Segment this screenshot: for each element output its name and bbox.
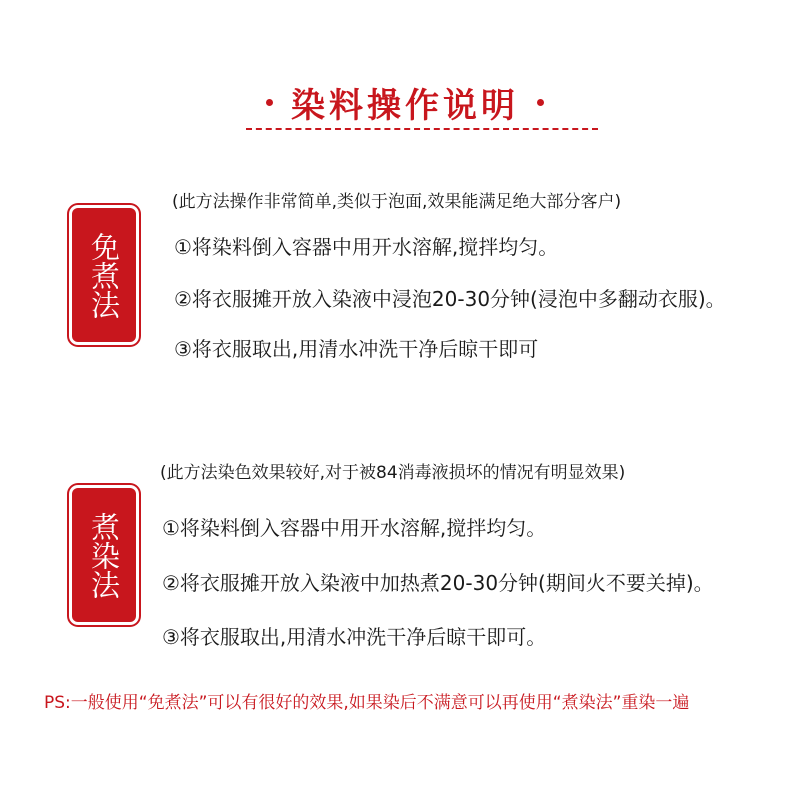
left-dot-icon — [266, 99, 273, 106]
title-text: 染料操作说明 — [291, 86, 519, 126]
method-note: (此方法操作非常简单,类似于泡面,效果能满足绝大部分客户) — [172, 192, 622, 212]
method-step: ③将衣服取出,用清水冲洗干净后晾干即可 — [174, 337, 539, 361]
method-step: ②将衣服摊开放入染液中浸泡20-30分钟(浸泡中多翻动衣服)。 — [174, 287, 726, 311]
method-step: ①将染料倒入容器中用开水溶解,搅拌均匀。 — [162, 516, 547, 540]
method-step: ②将衣服摊开放入染液中加热煮20-30分钟(期间火不要关掉)。 — [162, 571, 714, 595]
title-block — [0, 78, 810, 127]
method-note: (此方法染色效果较好,对于被84消毒液损坏的情况有明显效果) — [160, 463, 626, 483]
method-badge-boil — [72, 488, 136, 622]
right-dot-icon — [537, 99, 544, 106]
ps-note: PS:一般使用“免煮法”可以有很好的效果,如果染后不满意可以再使用“煮染法”重染一遍 — [44, 693, 690, 713]
title — [266, 78, 544, 127]
method-badge-no-boil — [72, 208, 136, 342]
method-badge-label: 免煮法 — [87, 231, 121, 319]
method-step: ①将染料倒入容器中用开水溶解,搅拌均匀。 — [174, 235, 559, 259]
method-step: ③将衣服取出,用清水冲洗干净后晾干即可。 — [162, 625, 547, 649]
title-dashed-divider — [246, 128, 598, 130]
method-badge-label: 煮染法 — [87, 511, 121, 599]
